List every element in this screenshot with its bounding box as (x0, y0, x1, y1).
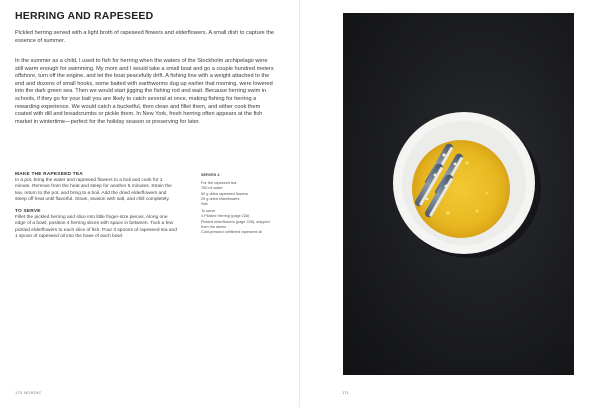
page-number-left: 170 NORDIC (15, 390, 42, 395)
dish-photo (343, 13, 574, 375)
ingredient-item: Cold-pressed unfiltered rapeseed oil (201, 230, 262, 235)
recipe-story: In the summer as a child, I used to fish for herring when the waters of the Stockholm archipelago were still warm enough for swimming. My mom and I would take a small boat and go a couple hundred meters offshore, turn off the engine, and let the boat peacefully drift. A fishing line with a weight attached to the end and dozens of small hooks, some baited with earthworms dug up earlier that morning, were lowered into the dark green sea. Then we would start jigging the fishing rod and wait. Because herring swim in schools, if they go for your bait you are likely to catch several at once, making fishing for herring a rewarding experience. We would catch a bucketful, then clean and fillet them, and either cook them coated with dill and breadcrumbs or pickle them. In New York, fresh herring often appears at the fish market in wintertime—perfect for the holiday season or preserving for later. (15, 58, 274, 125)
recipe-steps (15, 172, 177, 246)
ingredient-item: 750 ml water (201, 186, 223, 191)
ingredient-item: 50 g dried rapeseed flowers (201, 191, 248, 196)
ingredient-item: 25 g dried elderflowers (201, 196, 240, 201)
ingredient-item: Pickled elderflowers (page 228), snipped from the stems (201, 219, 270, 229)
ingredient-list (201, 214, 271, 235)
recipe-intro: Pickled herring served with a light broth of rapeseed flowers and elderflowers. A small dish to capture the essence of summer. (15, 30, 275, 44)
step-heading: MAKE THE RAPESEED TEA (15, 172, 83, 177)
recipe-title: HERRING AND RAPESEED (15, 10, 154, 22)
ingredient-list (201, 186, 271, 207)
page-number-right: 171 (342, 390, 349, 395)
ingredient-group-label: For the rapeseed tea (201, 181, 237, 186)
dish-illustration (343, 13, 574, 375)
ingredient-group-label: To serve (201, 209, 216, 214)
step-text: Fillet the pickled herring and slice into little finger-size pieces. Along one edge of a bowl, position 4 herring slices with space in between. Tuck a few pickled elderflowers to each slice of fish. Pour 3 spoons of rapeseed tea and 1 spoon of rapeseed oil into the base of each bowl. (15, 215, 177, 240)
ingredient-item: Salt (201, 202, 208, 207)
step-text: In a pot, bring the water and rapeseed flowers to a boil and cook for 1 minute. Remove from the heat and steep for another 5 minutes. Strain the tea, return to the pot, and bring to a boil. Add the dried elderflowers and steep off heat until flavorful. Strain, season with salt, and chill completely. (15, 178, 172, 202)
ingredients-sidebar (201, 173, 271, 235)
ingredient-item: 4 Pickled Herring (page 226) (201, 214, 250, 219)
serves-heading: SERVES 4 (201, 173, 220, 177)
step-heading: TO SERVE (15, 209, 41, 215)
